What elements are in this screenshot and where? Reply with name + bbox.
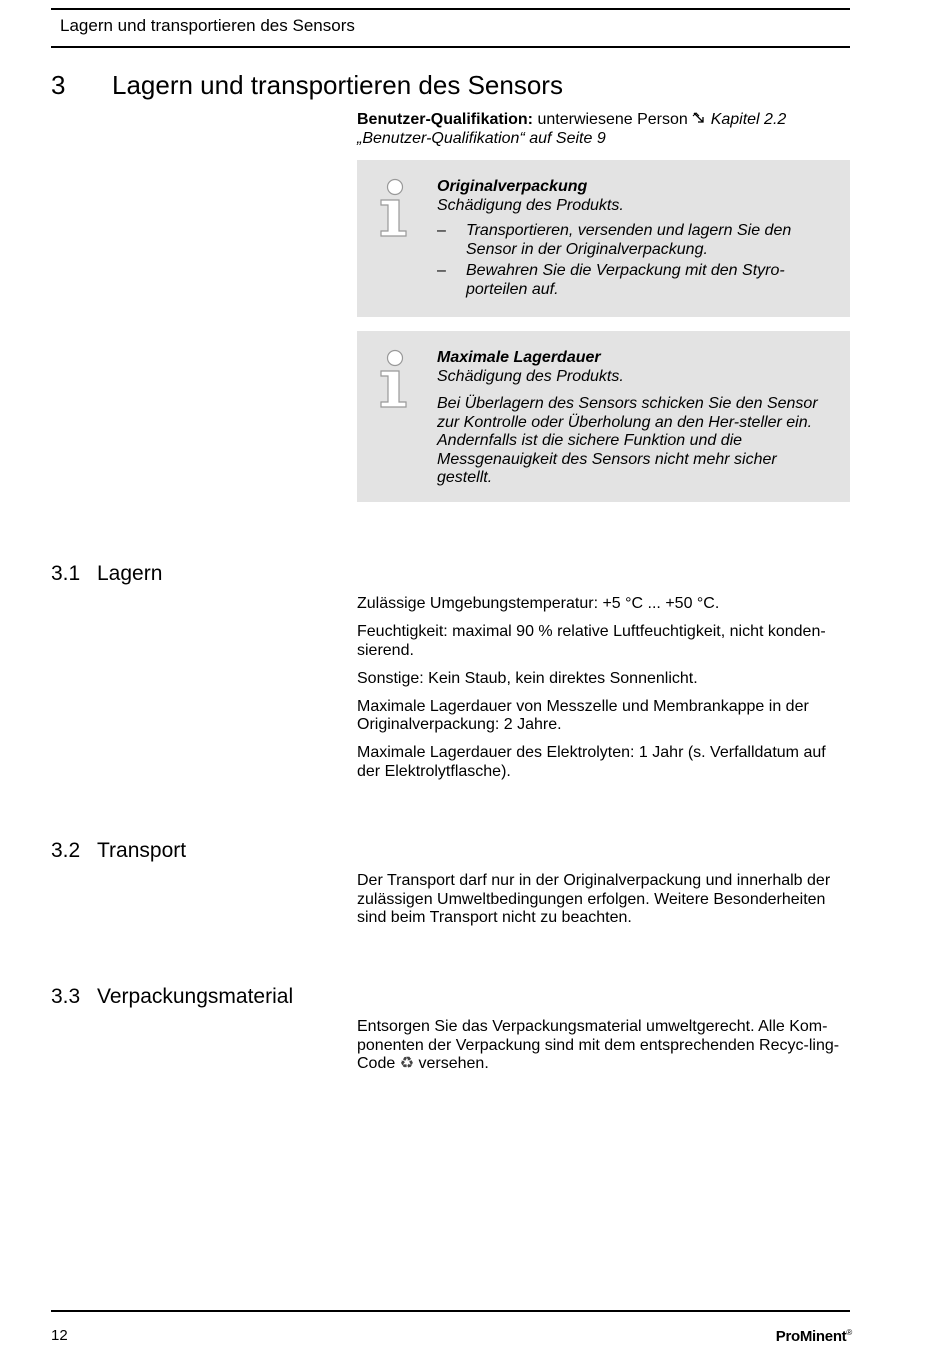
note-list-item: – Transportieren, versenden und lagern Sie den Sensor in der Originalverpackung. [437,222,822,259]
qualification-value: unterwiesene Person [537,111,688,128]
qualification-label: Benutzer-Qualifikation: [357,111,534,128]
note-subtitle: Schädigung des Produkts. [437,367,624,385]
registered-mark: ® [846,1328,852,1337]
paragraph [357,1018,850,1074]
note-subtitle: Schädigung des Produkts. [437,196,624,214]
chapter-cross-reference-link[interactable]: Kapitel 2.2 „Benutzer-Qualifikation“ auf Seite 9 [357,111,787,147]
paragraph: Feuchtigkeit: maximal 90 % relative Luftfeuchtigkeit, nicht konden-sierend. [357,623,826,659]
paragraph-text: versehen. [418,1055,489,1072]
paragraph: Sonstige: Kein Staub, kein direktes Sonnenlicht. [357,669,698,687]
info-note-max-storage [357,331,850,502]
section-body [357,1018,850,1083]
info-icon [379,178,413,238]
paragraph: Maximale Lagerdauer des Elektrolyten: 1 Jahr (s. Verfalldatum auf der Elektrolytflasche). [357,744,826,780]
arrow-reference-icon [692,111,710,128]
header-top-rule [51,8,850,10]
brand-name: ProMinent [775,1328,847,1345]
paragraph-text: Entsorgen Sie das Verpackungsmaterial umweltgerecht. Alle Kom-ponenten der Verpackung sind mit dem entsprechenden Recyc-ling-Code [357,1018,840,1072]
section-title: Lagern [97,562,163,585]
header-bottom-rule [51,46,850,48]
info-note-original-packaging [357,160,850,317]
chapter-title: Lagern und transportieren des Sensors [112,70,563,100]
section-body [357,872,850,937]
paragraph: Maximale Lagerdauer von Messzelle und Membrankappe in der Originalverpackung: 2 Jahre. [357,697,809,733]
user-qualification [357,110,850,148]
section-title: Verpackungsmaterial [97,985,294,1008]
note-list-item: – Bewahren Sie die Verpackung mit den Styro-porteilen auf. [437,262,822,299]
chapter-number: 3 [51,70,66,100]
note-list [437,222,822,299]
note-title: Maximale Lagerdauer [437,349,601,366]
paragraph: Der Transport darf nur in der Originalverpackung und innerhalb der zulässigen Umweltbedingungen erfolgen. Weitere Besonderheiten sind beim Transport nicht zu beachten. [357,872,831,926]
section-number: 3.1 [51,562,81,585]
paragraph: Zulässige Umgebungstemperatur: +5 °C ... +50 °C. [357,595,720,612]
info-icon [379,349,413,409]
recycling-icon: ♻ [399,1055,415,1072]
footer-rule [51,1310,850,1312]
section-title: Transport [97,839,187,862]
note-text: Bei Überlagern des Sensors schicken Sie den Sensor zur Kontrolle oder Überholung an den Her-steller ein. Andernfalls ist die sichere Funktion und die Messgenauigkeit des Sensors nicht mehr sicher gestellt. [437,395,818,486]
brand-logo [776,1328,852,1345]
section-number: 3.2 [51,839,81,862]
section-number: 3.3 [51,985,81,1008]
running-header: Lagern und transportieren des Sensors [60,16,355,35]
note-title: Originalverpackung [437,178,588,195]
page-number: 12 [51,1327,68,1344]
section-body [357,595,850,791]
